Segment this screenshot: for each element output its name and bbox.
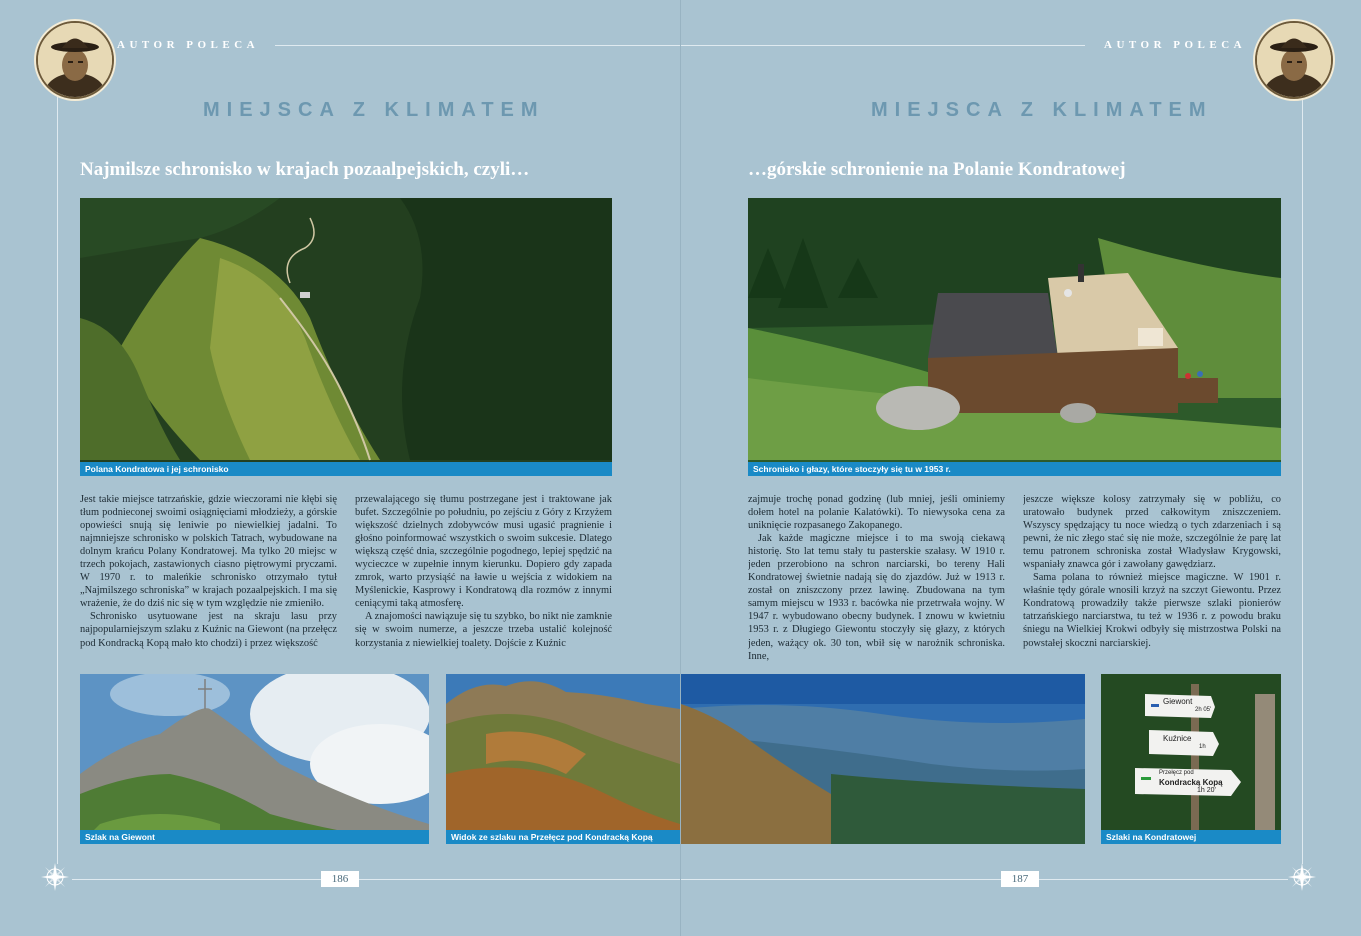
text-column-2: [355, 493, 612, 669]
article-title-right: …górskie schronienie na Polanie Kondratowej: [748, 159, 1126, 180]
sign-time: 1h: [1199, 744, 1206, 750]
paragraph: zajmuje trochę ponad godzinę (lub mniej, jeśli ominiemy dołem hotel na polanie Kalatówki). To niewysoka cena za uniknięcie rozpasanego Zakopanego.: [748, 494, 1005, 532]
author-portrait: [36, 21, 114, 99]
paragraph: jeszcze większe kolosy zatrzymały się w pobliżu, co uratowało budynek przed całkowitym zniszczeniem. Wszyscy spędzający tu noce wiedzą o tych zdarzeniach i są pewni, że nic złego stać się nie może, szczególnie że parę lat temu patronem schroniska został Władysław Krygowski, wspaniały znawca gór i zawołany gawędziarz.: [1023, 494, 1281, 571]
page-number: 187: [1001, 871, 1039, 887]
photo-widok-przelecz-left-part: [446, 674, 680, 844]
paragraph: przewalającego się tłumu postrzegane jest i traktowane jak bufet. Szczególnie po południu, po zejściu z Góry z Krzyżem większość dzielnych zdobywców musi ugasić pragnienie i głośno poinformować wszystkich o swoim sukcesie. Dlatego większą część dnia, szczególnie pogodnego, lepiej spędzić na wycieczce w zupełnie innym kierunku. Dopiero gdy zapada zmrok, warto przysiąść na ławie u wejścia z widokiem na Myślenickie, Kasprowy i Kondratową dla rozmów z innymi ceniącymi taką atmosferę.: [355, 494, 612, 610]
photo-caption: Widok ze szlaku na Przełęcz pod Kondracką Kopą: [446, 830, 680, 844]
photo-caption: Schronisko i głazy, które stoczyły się tu w 1953 r.: [748, 462, 1281, 476]
paragraph: Jest takie miejsce tatrzańskie, gdzie wieczorami nie kłębi się tłum podnieconej swoimi osiągnięciami młodzieży, a górskie opowieści snują się leniwie po niewielkiej jadalni. To najmniejsze schronisko w polskich Tatrach, wybudowane na dolnym krańcu Polany Kondratowej. Ma tylko 20 miejsc w trzech pokojach, zastawionych ciasno piętrowymi pryczami. W 1970 r. to maleńkie schronisko otrzymało tytuł „Najmilszego schroniska” w krajach pozaalpejskich. I ma się wrażenie, że do dziś nic się w tym względzie nie zmieniło.: [80, 494, 337, 610]
sign-text: Przełęcz pod: [1159, 770, 1194, 776]
section-title: MIEJSCA Z KLIMATEM: [871, 99, 1213, 121]
paragraph: Jak każde magiczne miejsce i to ma swoją ciekawą historię. Sto lat temu stały tu pasterskie szałasy. W 1910 r. jeden przerobiono na schron narciarski, bo tereny Hali Kondratowej świetnie nadają się do zjazdów. Już w 1913 r. został on zniszczony przez lawinę. Zbudowana na tym samym miejscu w 1933 r. bacówka nie przetrwała wojny. W 1947 r. wybudowano obecny budynek. I znowu w kwietniu 1953 r. z Długiego Giewontu stoczyły się głazy, z których jeden, ważący ok. 30 ton, wbił się w narożnik schroniska. Inne,: [748, 533, 1005, 662]
header-label: AUTOR POLECA: [117, 39, 260, 51]
header-label: AUTOR POLECA: [1104, 39, 1247, 51]
photo-widok-przelecz-right-part: [681, 674, 1085, 844]
photo-caption: Polana Kondratowa i jej schronisko: [80, 462, 612, 476]
photo-szlak-na-giewont: [80, 674, 429, 844]
sign-text: Kondracką Kopą: [1159, 778, 1223, 787]
compass-rose-icon: [40, 862, 70, 892]
text-column-3: [748, 493, 1005, 669]
author-portrait: [1255, 21, 1333, 99]
compass-rose-icon: [1287, 862, 1317, 892]
paragraph: Schronisko usytuowane jest na skraju lasu przy najpopularniejszym szlaku z Kuźnic na Giewont (na przełęcz pod Kondracką Kopą mało kto chodzi) i przez większość: [80, 611, 337, 649]
left-page: [0, 0, 680, 936]
photo-schronisko: [748, 198, 1281, 476]
footer-rule: [681, 879, 1288, 880]
photo-szlaki-kondratowa: [1101, 674, 1281, 844]
frame-vertical-line: [57, 84, 58, 864]
paragraph: A znajomości nawiązuje się tu szybko, bo nikt nie zamknie się w swoim numerze, a jeszcze trzeba ustalić kolejność korzystania z niewielkiej toalety. Dojście z Kuźnic: [355, 611, 612, 649]
right-page: [681, 0, 1361, 936]
sign-text: Giewont: [1163, 697, 1193, 706]
text-column-4: [1023, 493, 1281, 669]
sign-text: Kuźnice: [1163, 734, 1192, 743]
article-title-left: Najmilsze schronisko w krajach pozaalpejskich, czyli…: [80, 159, 530, 180]
page-number: 186: [321, 871, 359, 887]
text-column-1: [80, 493, 337, 669]
photo-caption: Szlaki na Kondratowej: [1101, 830, 1281, 844]
header-rule: [681, 45, 1085, 46]
photo-caption: Szlak na Giewont: [80, 830, 429, 844]
sign-time: 2h 05': [1195, 707, 1212, 713]
header-rule: [275, 45, 680, 46]
section-title: MIEJSCA Z KLIMATEM: [203, 99, 545, 121]
photo-polana-kondratowa: [80, 198, 612, 476]
photo-caption-continuation: [681, 830, 1085, 844]
paragraph: Sama polana to również miejsce magiczne. W 1901 r. właśnie tędy górale wnosili krzyż na szczyt Giewontu. Przez Kondratową prowadziły także pierwsze szlaki pionierów tatrzańskiego narciarstwa, tu też w 1936 r. z powodu braku śniegu na Wielkiej Krokwi odbyły się mistrzostwa Polski na powstałej skoczni narciarskiej.: [1023, 572, 1281, 649]
frame-vertical-line: [1302, 84, 1303, 864]
footer-rule: [72, 879, 680, 880]
sign-time: 1h 20': [1197, 787, 1216, 794]
